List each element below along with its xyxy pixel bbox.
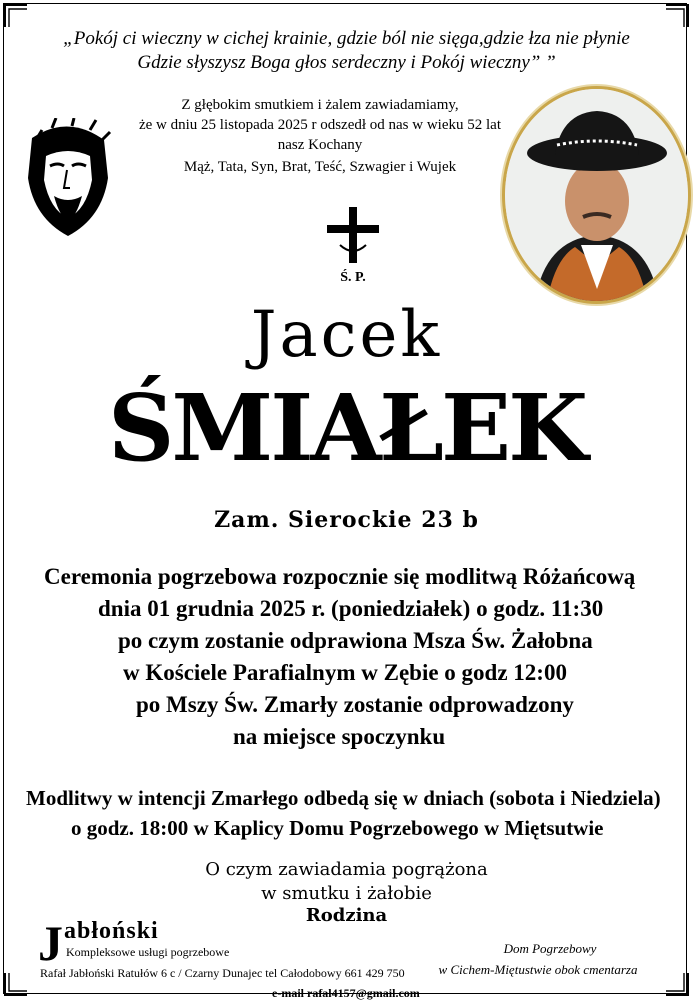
- corner-ornament-icon: [3, 971, 29, 997]
- funeral-home-location: w Cichem-Miętustwie obok cmentarza: [438, 962, 638, 977]
- jesus-face-icon: [12, 118, 124, 238]
- intro-line: nasz Kochany: [277, 137, 363, 153]
- ceremony-line: po Mszy Św. Zmarły zostanie odprowadzony: [136, 692, 574, 717]
- intro-line: Z głębokim smutkiem i żalem zawiadamiamy,: [181, 97, 459, 113]
- logo-name: abłoński: [64, 918, 159, 944]
- notice-line: O czym zawiadamia pogrążona: [205, 859, 488, 880]
- intro-line: Mąż, Tata, Syn, Brat, Teść, Szwagier i Wujek: [183, 159, 457, 175]
- intro-line: że w dniu 25 listopada 2025 r odszedł od nas w wieku 52 lat: [138, 117, 501, 133]
- deceased-portrait: [502, 86, 691, 304]
- prayer-line: Modlitwy w intencji Zmarłego odbedą się w dniach (sobota i Niedziela): [26, 786, 661, 810]
- quote-line: „Pokój ci wieczny w cichej krainie, gdzie ból nie sięga,gdzie łza nie płynie: [63, 28, 630, 49]
- corner-ornament-icon: [664, 3, 690, 29]
- prayer-line: o godz. 18:00 w Kaplicy Domu Pogrzebowego w Miętsutwie: [71, 816, 604, 840]
- logo-subtitle: Kompleksowe usługi pogrzebowe: [66, 945, 230, 959]
- cross-icon: [320, 205, 386, 285]
- notice-line: w smutku i żałobie: [261, 883, 432, 904]
- ceremony-line: dnia 01 grudnia 2025 r. (poniedziałek) o godz. 11:30: [98, 596, 604, 621]
- residence-address: Zam. Sierockie 23 b: [214, 507, 479, 533]
- ceremony-line: po czym zostanie odprawiona Msza Św. Żałobna: [118, 628, 593, 653]
- ceremony-line: na miejsce spoczynku: [233, 724, 446, 749]
- family-signature: Rodzina: [305, 905, 388, 926]
- funeral-home-address: Rafał Jabłoński Ratułów 6 c / Czarny Dunajec tel Całodobowy 661 429 750: [40, 966, 405, 980]
- cross-label: Ś. P.: [340, 270, 366, 285]
- surname: ŚMIAŁEK: [107, 374, 586, 482]
- logo-initial: J: [38, 915, 63, 971]
- corner-ornament-icon: [3, 3, 29, 29]
- ceremony-line: Ceremonia pogrzebowa rozpocznie się modlitwą Różańcową: [44, 564, 636, 589]
- funeral-home-email: e-mail rafal4157@gmail.com: [272, 986, 420, 1000]
- corner-ornament-icon: [664, 971, 690, 997]
- ceremony-line: w Kościele Parafialnym w Zębie o godz 12:00: [123, 660, 567, 685]
- funeral-home-label: Dom Pogrzebowy: [503, 941, 597, 956]
- quote-line: Gdzie słyszysz Boga głos serdeczny i Pokój wieczny” ”: [137, 52, 556, 73]
- first-name: Jacek: [250, 298, 443, 372]
